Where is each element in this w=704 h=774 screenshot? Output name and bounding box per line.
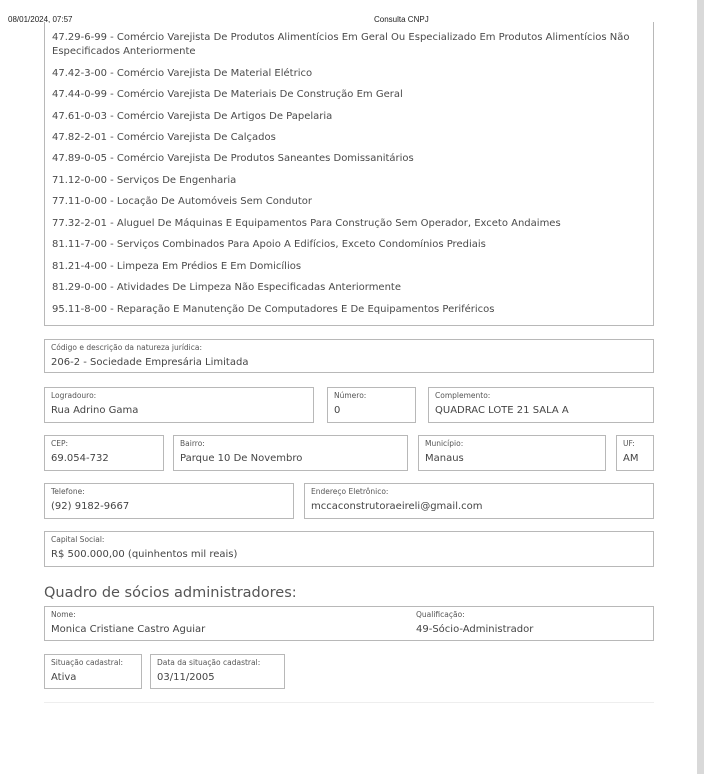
cep-field	[44, 435, 164, 471]
list-item: 77.32-2-01 - Aluguel De Máquinas E Equipamentos Para Construção Sem Operador, Exceto Andaimes	[52, 218, 561, 229]
field-value: R$ 500.000,00 (quinhentos mil reais)	[51, 549, 238, 560]
list-item: 81.29-0-00 - Atividades De Limpeza Não Especificadas Anteriormente	[52, 282, 401, 293]
field-label: Capital Social:	[51, 535, 105, 544]
field-value: Parque 10 De Novembro	[180, 453, 303, 464]
email-field	[304, 483, 654, 519]
street-field	[44, 387, 314, 423]
list-item: 77.11-0-00 - Locação De Automóveis Sem Condutor	[52, 196, 312, 207]
scrollbar[interactable]	[697, 0, 704, 774]
field-value: Manaus	[425, 453, 464, 464]
list-item: 47.82-2-01 - Comércio Varejista De Calçados	[52, 132, 276, 143]
capital-field	[44, 531, 654, 567]
legal-nature-field	[44, 339, 654, 373]
partner-name-label: Nome:	[51, 610, 76, 619]
divider	[44, 702, 654, 703]
field-value: AM	[623, 453, 639, 464]
list-item: 81.11-7-00 - Serviços Combinados Para Apoio A Edifícios, Exceto Condomínios Prediais	[52, 239, 486, 250]
list-item: 47.44-0-99 - Comércio Varejista De Materiais De Construção Em Geral	[52, 89, 403, 100]
field-label: Situação cadastral:	[51, 658, 124, 667]
field-label: Bairro:	[180, 439, 205, 448]
field-label: Complemento:	[435, 391, 491, 400]
partners-section-title: Quadro de sócios administradores:	[44, 585, 297, 601]
partner-row	[44, 606, 654, 641]
field-value: Ativa	[51, 672, 77, 683]
partner-name-value: Monica Cristiane Castro Aguiar	[51, 624, 206, 635]
field-value: Rua Adrino Gama	[51, 405, 139, 416]
complement-field	[428, 387, 654, 423]
list-item: 81.21-4-00 - Limpeza Em Prédios E Em Domicílios	[52, 261, 302, 272]
field-value: mccaconstrutoraeireli@gmail.com	[311, 501, 483, 512]
registration-status-field	[44, 654, 142, 689]
registration-status-date-field	[150, 654, 285, 689]
print-title: Consulta CNPJ	[374, 15, 429, 24]
field-label: Telefone:	[51, 487, 85, 496]
list-item: 47.42-3-00 - Comércio Varejista De Material Elétrico	[52, 68, 313, 79]
field-value: 0	[334, 405, 341, 416]
field-label: CEP:	[51, 439, 69, 448]
number-field	[327, 387, 416, 423]
list-item: 47.89-0-05 - Comércio Varejista De Produtos Saneantes Domissanitários	[52, 153, 414, 164]
partner-role-value: 49-Sócio-Administrador	[416, 624, 534, 635]
field-label: Data da situação cadastral:	[157, 658, 261, 667]
secondary-activities-list	[44, 22, 654, 326]
field-value: (92) 9182-9667	[51, 501, 130, 512]
field-value: 69.054-732	[51, 453, 109, 464]
state-field	[616, 435, 654, 471]
print-datetime: 08/01/2024, 07:57	[8, 15, 73, 24]
field-value: 03/11/2005	[157, 672, 215, 683]
neighborhood-field	[173, 435, 408, 471]
field-value: QUADRAC LOTE 21 SALA A	[435, 405, 569, 416]
partner-role-label: Qualificação:	[416, 610, 465, 619]
list-item: 47.29-6-99 - Comércio Varejista De Produtos Alimentícios Em Geral Ou Especializado Em Produtos Alimentícios Não Especificados Anteriormente	[52, 32, 630, 57]
field-label: Logradouro:	[51, 391, 97, 400]
field-value: 206-2 - Sociedade Empresária Limitada	[51, 357, 249, 368]
list-item: 95.11-8-00 - Reparação E Manutenção De Computadores E De Equipamentos Periféricos	[52, 304, 495, 315]
field-label: Município:	[425, 439, 464, 448]
list-item: 47.61-0-03 - Comércio Varejista De Artigos De Papelaria	[52, 111, 333, 122]
phone-field	[44, 483, 294, 519]
field-label: Número:	[334, 391, 367, 400]
municipality-field	[418, 435, 606, 471]
field-label: UF:	[623, 439, 635, 448]
field-label: Endereço Eletrônico:	[311, 487, 389, 496]
field-label: Código e descrição da natureza jurídica:	[51, 343, 202, 352]
list-item: 71.12-0-00 - Serviços De Engenharia	[52, 175, 237, 186]
